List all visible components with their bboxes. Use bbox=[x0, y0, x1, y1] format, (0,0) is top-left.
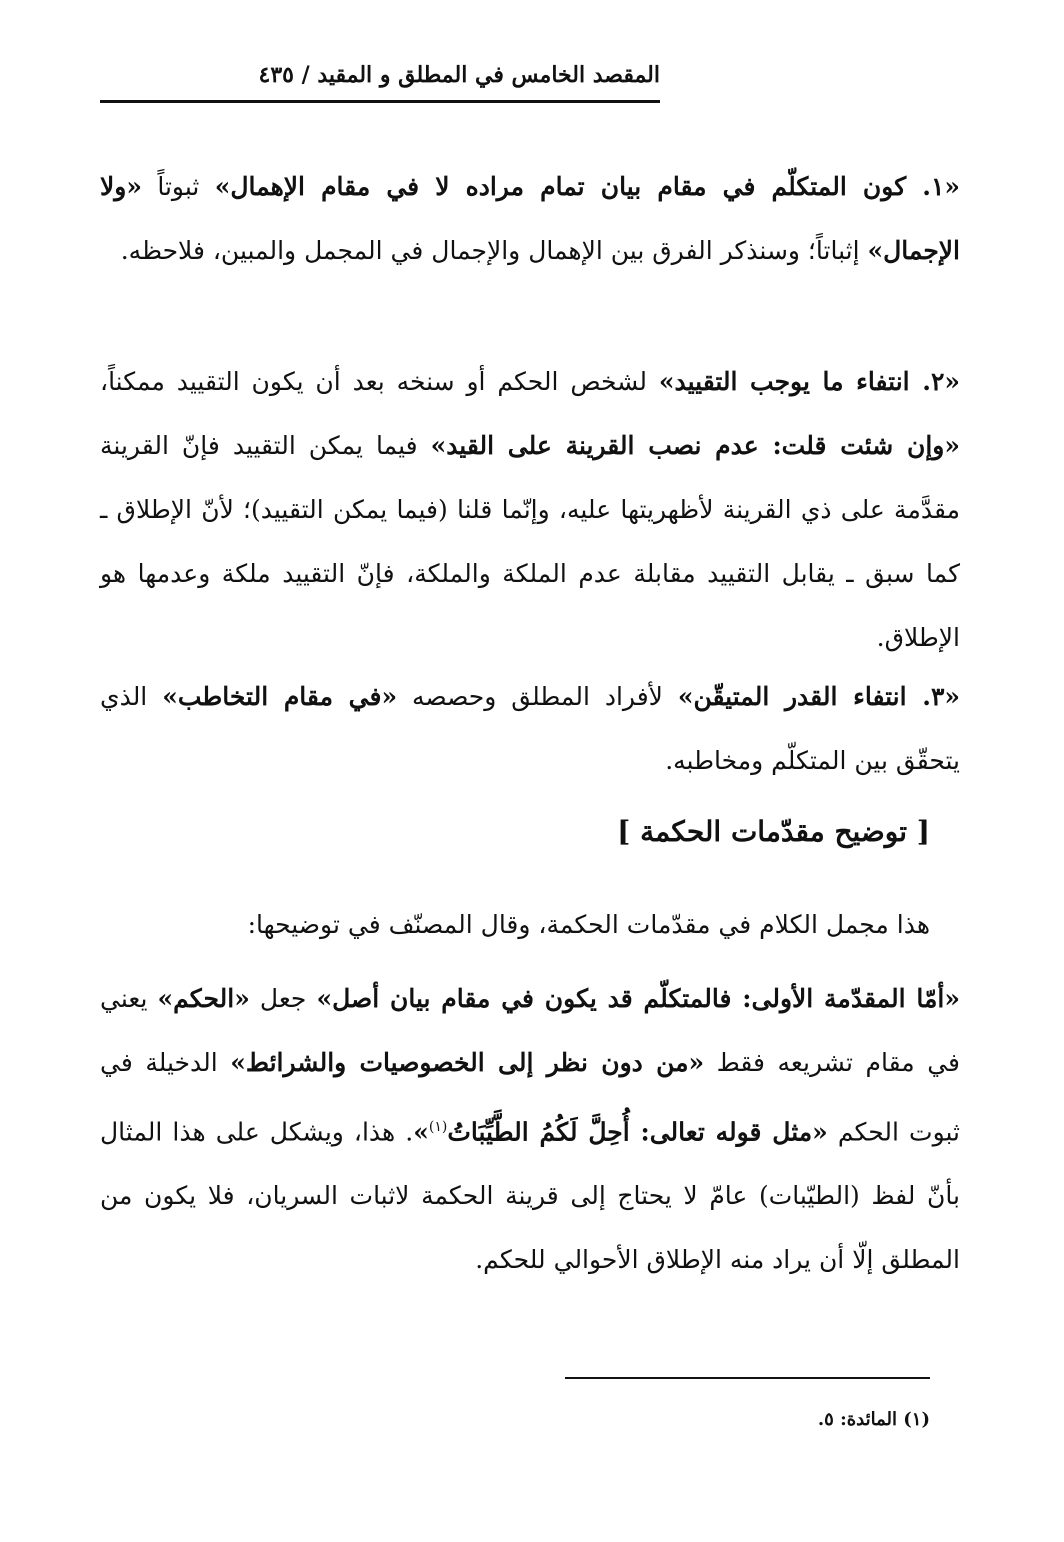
running-head: المقصد الخامس في المطلق و المقيد / ٤٣٥ bbox=[258, 62, 660, 88]
premise-1-text: ثبوتاً bbox=[141, 172, 215, 201]
header-rule bbox=[100, 100, 660, 103]
author-quote-text-4: . هذا، ويشكل على هذا المثال بأنّ لفظ (الطيّبات) عامّ لا يحتاج إلى قرينة الحكمة لاثبات السريان، فلا يكون من المطلق إلّا أن يراد منه الإطلاق الأحوالي للحكم. bbox=[100, 1117, 960, 1275]
premise-3-text-2: الذي يتحقّق بين المتكلّم ومخاطبه. bbox=[100, 682, 960, 775]
footnote-ref: (١) bbox=[428, 1119, 448, 1135]
premise-1 bbox=[100, 155, 960, 283]
premise-3 bbox=[100, 665, 960, 793]
author-quote bbox=[100, 967, 960, 1292]
premise-3-quote-2: «في مقام التخاطب» bbox=[162, 682, 398, 711]
author-quote-text-3: الدخيلة في ثبوت الحكم bbox=[100, 1048, 961, 1147]
author-quote-1: «أمّا المقدّمة الأولى: فالمتكلّم قد يكون في مقام بيان أصل» bbox=[316, 984, 960, 1013]
premise-2-quote: «٢. انتفاء ما يوجب التقييد» bbox=[658, 367, 960, 396]
author-quote-4: «مثل قوله تعالى: أُحِلَّ لَكُمُ الطَّيِّبَاتُ bbox=[447, 1117, 828, 1147]
premise-2-text-2: فيما يمكن التقييد فإنّ القرينة مقدَّمة على ذي القرينة لأظهريتها عليه، وإنّما قلنا (فيما يمكن التقييد)؛ لأنّ الإطلاق ـ كما سبق ـ يقابل التقييد مقابلة عدم الملكة والملكة، فإنّ التقييد ملكة وعدمها هو الإطلاق. bbox=[100, 431, 960, 652]
intro-line: هذا مجمل الكلام في مقدّمات الحكمة، وقال المصنّف في توضيحها: bbox=[247, 910, 930, 939]
premise-2 bbox=[100, 350, 960, 670]
author-quote-close: » bbox=[413, 1117, 429, 1147]
premise-1-text-2: إثباتاً؛ وسنذكر الفرق بين الإهمال والإجمال في المجمل والمبين، فلاحظه. bbox=[120, 236, 868, 265]
premise-2-text: لشخص الحكم أو سنخه بعد أن يكون التقييد ممكناً، bbox=[100, 367, 659, 396]
footnote-rule bbox=[565, 1377, 930, 1379]
premise-1-quote-2: «ولا الإجمال» bbox=[100, 172, 960, 265]
premise-2-quote-2: «وإن شئت قلت: عدم نصب القرينة على القيد» bbox=[430, 431, 960, 460]
premise-1-quote: «١. كون المتكلّم في مقام بيان تمام مراده لا في مقام الإهمال» bbox=[214, 172, 960, 201]
premise-3-text: لأفراد المطلق وحصصه bbox=[397, 682, 678, 711]
author-quote-2: «الحكم» bbox=[157, 984, 250, 1013]
author-quote-text-1: جعل bbox=[249, 984, 317, 1013]
author-quote-text-2: يعني في مقام تشريعه فقط bbox=[100, 984, 960, 1077]
footnote: (١) المائدة: ٥. bbox=[817, 1409, 930, 1430]
section-heading: [ توضيح مقدّمات الحكمة ] bbox=[617, 815, 930, 848]
premise-3-quote: «٣. انتفاء القدر المتيقّن» bbox=[677, 682, 961, 711]
author-quote-3: «من دون نظر إلى الخصوصيات والشرائط» bbox=[230, 1048, 705, 1077]
